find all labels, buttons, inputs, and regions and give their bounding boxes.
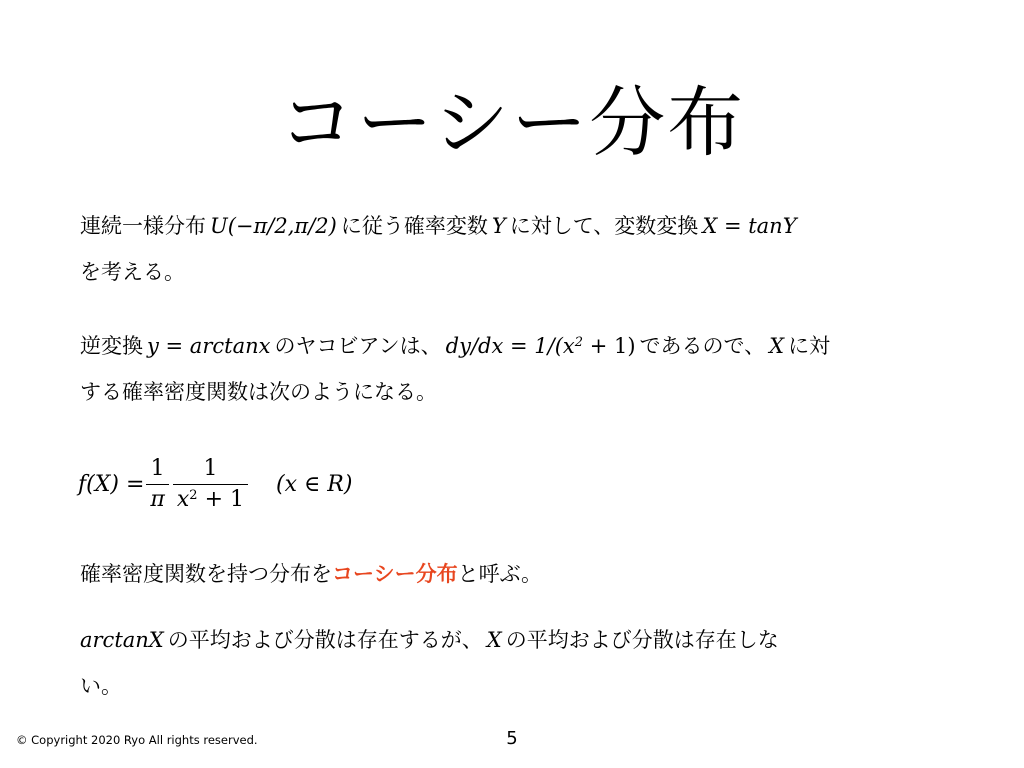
paragraph-4-line-2	[80, 663, 960, 709]
paragraph-3	[80, 551, 960, 597]
math-transform: X = tanY	[702, 214, 797, 238]
math-x: X	[486, 628, 502, 652]
math-y: Y	[491, 214, 506, 238]
paragraph-1-line-2	[80, 249, 960, 295]
text: を考える。	[80, 260, 185, 284]
math-x: X	[769, 334, 785, 358]
text: であるので、	[639, 334, 766, 358]
math-jacobian: $dy/dx = 1/(x^2 + 1)$	[445, 334, 636, 358]
text: のヤコビアンは、	[274, 334, 442, 358]
copyright-notice: © Copyright 2020 Ryo All rights reserved.	[16, 733, 258, 747]
fraction-denominator: π	[146, 484, 168, 515]
text: の平均および分散は存在するが、	[167, 628, 483, 652]
math-arctanx: arctanX	[80, 628, 164, 652]
math-uniform: U(−π/2,π/2)	[210, 214, 337, 238]
text: と呼ぶ。	[457, 562, 543, 586]
slide-title: コーシー分布	[278, 78, 746, 167]
paragraph-2	[80, 323, 960, 415]
paragraph-4	[80, 617, 960, 709]
paragraph-1	[80, 203, 960, 295]
formula-domain: (x ∈ R)	[276, 471, 353, 497]
math-inverse: y = arctanx	[147, 334, 271, 358]
formula-lhs: f(X) =	[78, 471, 145, 497]
text: い。	[80, 674, 122, 698]
fraction-numerator: 1	[150, 455, 165, 481]
pdf-formula	[78, 446, 352, 522]
fraction-1-over-pi	[146, 454, 168, 515]
highlight-cauchy-distribution: コーシー分布	[332, 562, 458, 586]
text: の平均および分散は存在しな	[505, 628, 779, 652]
text: に対	[788, 334, 831, 358]
fraction-1-over-x2-plus-1	[173, 454, 248, 515]
page-number: 5	[506, 728, 518, 749]
text: 逆変換	[80, 334, 143, 358]
fraction-denominator: $x^2 + 1$	[173, 484, 248, 515]
text: に対して、変数変換	[509, 214, 699, 238]
paragraph-4-line-1	[80, 617, 960, 663]
text: 確率密度関数を持つ分布を	[80, 562, 332, 586]
paragraph-2-line-1	[80, 323, 960, 369]
text: に従う確率変数	[340, 214, 488, 238]
text: する確率密度関数は次のようになる。	[80, 380, 437, 404]
paragraph-1-line-1	[80, 203, 960, 249]
paragraph-2-line-2	[80, 369, 960, 415]
text: 連続一様分布	[80, 214, 206, 238]
fraction-numerator: 1	[203, 455, 218, 481]
